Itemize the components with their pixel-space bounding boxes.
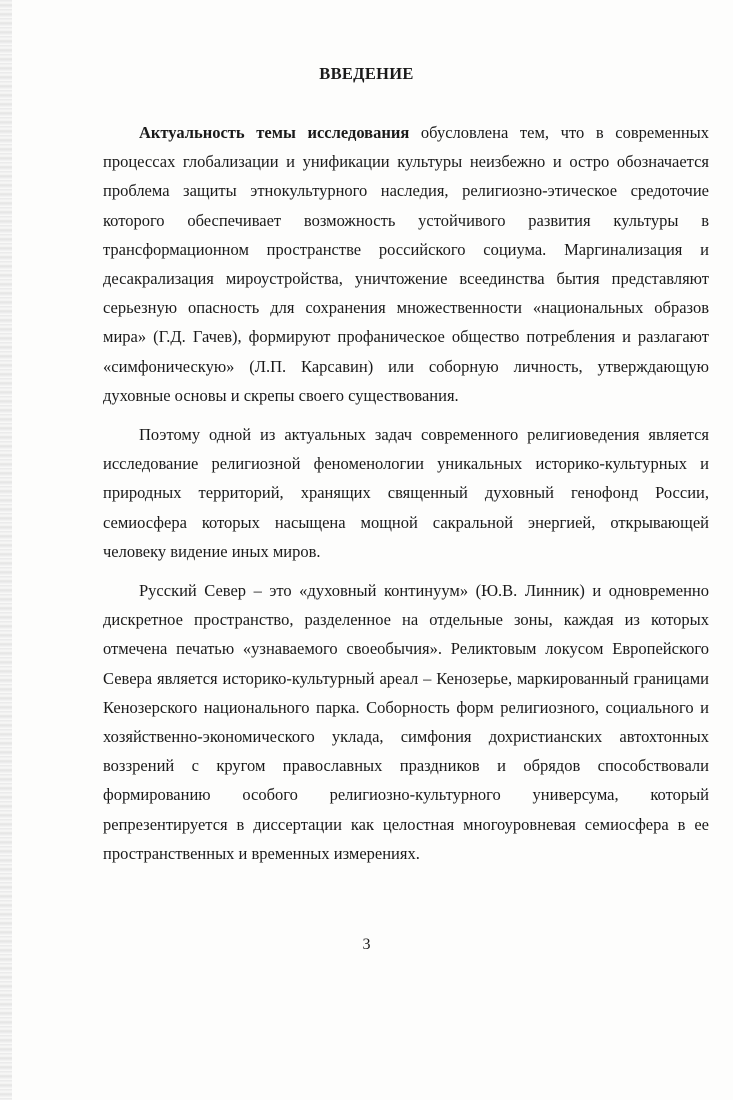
page-number: 3 [362, 936, 371, 953]
paragraph-text: обусловлена тем, что в современных процессах глобализации и унификации культуры неизбежно и остро обозначается проблема защиты этнокультурного наследия, религиозно-этическое средоточие которого обеспечивает возможность устойчивого развития культуры в трансформационном пространстве российского социума. Маргинализация и десакрализация мироустройства, уничтожение всеединства бытия представляют серьезную опасность для сохранения множественности «национальных образов мира» (Г.Д. Гачев), формируют профаническое общество потребления и разлагают «симфоническую» (Л.П. Карсавин) или соборную личность, утверждающую духовные основы и скрепы своего существования. [103, 123, 709, 405]
scan-edge-shadow [0, 0, 12, 1100]
body-text [103, 118, 709, 878]
paragraph-russian-north: Русский Север – это «духовный континуум» (Ю.В. Линник) и одновременно дискретное пространство, разделенное на отдельные зоны, каждая из которых отмечена печатью «узнаваемого своеобычия». Реликтовым локусом Европейского Севера является историко-культурный ареал – Кенозерье, маркированный границами Кенозерского национального парка. Соборность форм религиозного, социального и хозяйственно-экономического уклада, симфония дохристианских автохтонных воззрений с кругом православных праздников и обрядов способствовали формированию особого религиозно-культурного универсума, который репрезентируется в диссертации как целостная многоуровневая семиосфера в ее пространственных и временных измерениях. [103, 581, 709, 863]
paragraph-lead: Актуальность темы исследования [139, 123, 410, 142]
paragraph-research-task: Поэтому одной из актуальных задач современного религиоведения является исследование религиозной феноменологии уникальных историко-культурных и природных территорий, хранящих священный духовный генофонд России, семиосфера которых насыщена мощной сакральной энергией, открывающей человеку видение иных миров. [103, 425, 709, 561]
page-title: ВВЕДЕНИЕ [319, 64, 414, 83]
paragraph-relevance [103, 118, 709, 410]
